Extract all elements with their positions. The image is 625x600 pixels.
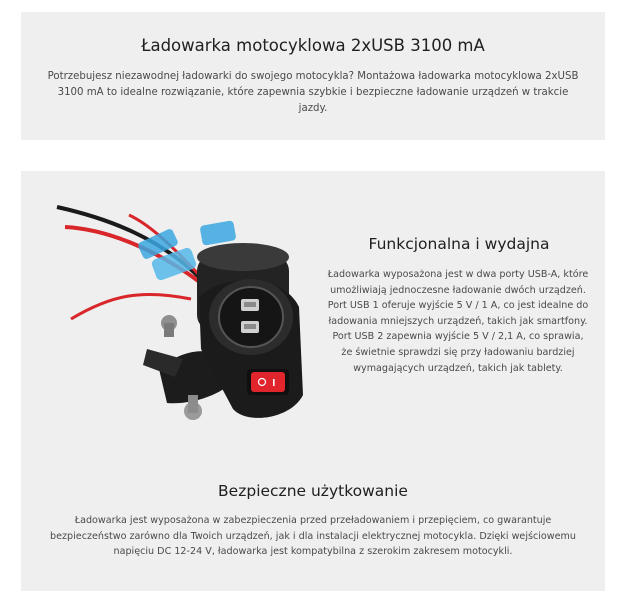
features-text: Ładowarka wyposażona jest w dwa porty USB-A, które umożliwiają jednoczesne ładowanie dwóch urządzeń. Port USB 1 oferuje wyjście 5 V / 1 A, co jest idealne do ładowania mniejszych urządzeń, takich jak smartfony. Port USB 2 zapewnia wyjście 5 V / 2,1 A, co sprawia, że świetnie sprawdzi się przy ładowaniu bardziej wymagających urządzeń, takich jak tablety. (327, 269, 589, 374)
intro-section (21, 12, 605, 140)
safety-text: Ładowarka jest wyposażona w zabezpieczenia przed przeładowaniem i przepięciem, co gwarantuje bezpieczeństwo zarówno dla Twoich urządzeń, jak i dla instalacji elektrycznej motocykla. Dzięki wejściowemu napięciu DC 12-24 V, ładowarka jest kompatybilna z szerokim zakresem motocykli. (50, 515, 576, 558)
usb-charger-product-image (51, 199, 321, 439)
intro-title: Ładowarka motocyklowa 2xUSB 3100 mA (141, 36, 485, 55)
features-section (21, 171, 605, 591)
safety-title: Bezpieczne użytkowanie (218, 482, 408, 500)
features-title: Funkcjonalna i wydajna (368, 235, 550, 253)
intro-text: Potrzebujesz niezawodnej ładowarki do swojego motocykla? Montażowa ładowarka motocyklowa 2xUSB 3100 mA to idealne rozwiązanie, które zapewnia szybkie i bezpieczne ładowanie urządzeń w trakcie jazdy. (47, 71, 579, 114)
